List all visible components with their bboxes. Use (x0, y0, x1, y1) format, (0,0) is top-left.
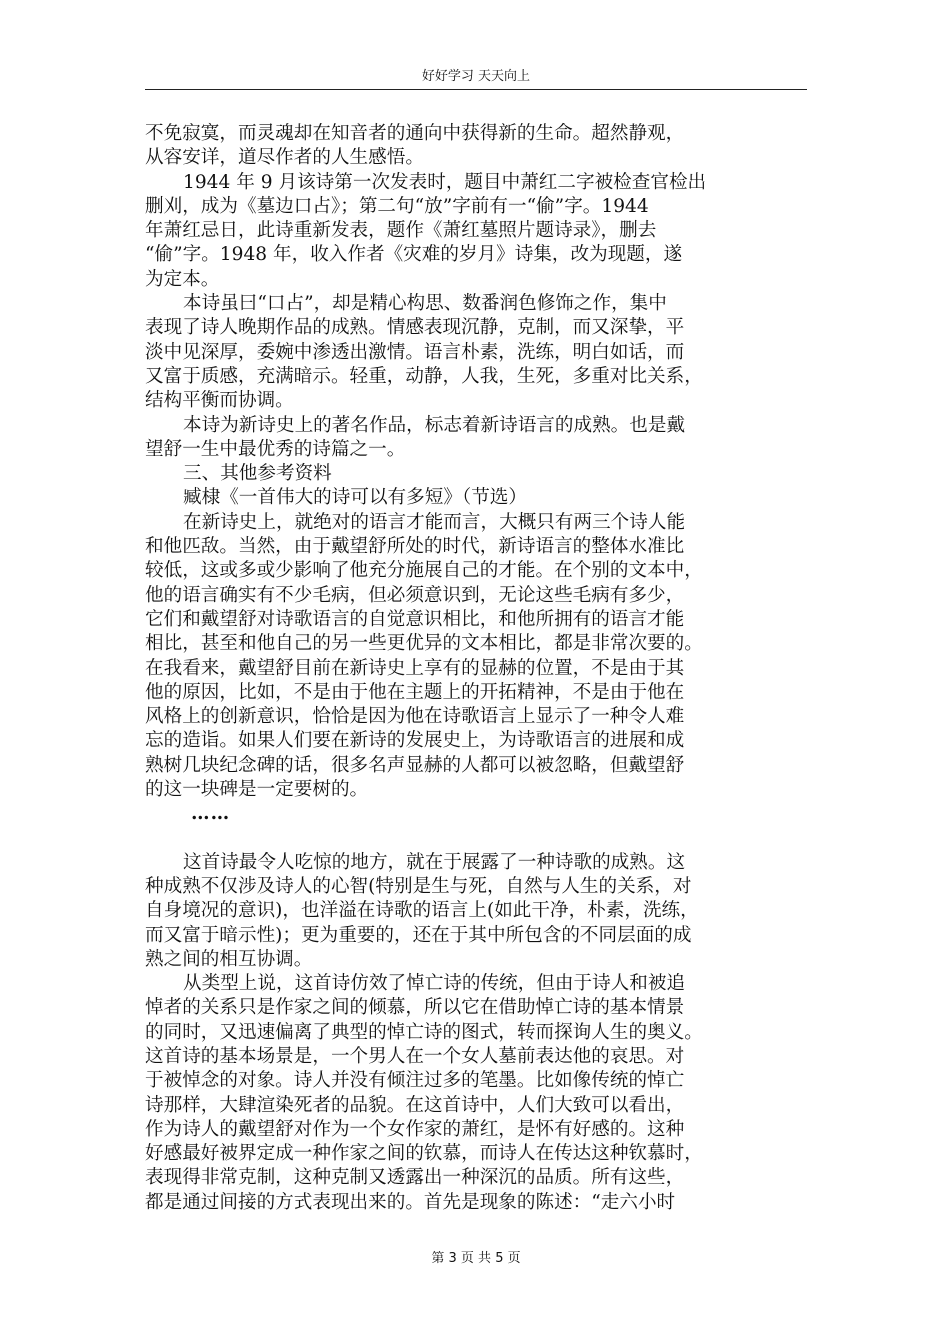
text-line: 删刈，成为《墓边口占》；第二句“放”字前有一“偷”字。1944 (145, 195, 649, 217)
text-line: “偷”字。1948 年，收入作者《灾难的岁月》诗集，改为现题，遂 (145, 244, 683, 266)
document-body (145, 122, 807, 1215)
text-line: 熟之间的相互协调。 (145, 948, 313, 970)
text-line: 在新诗史上，就绝对的语言才能而言，大概只有两三个诗人能 (183, 511, 686, 533)
text-line: 都是通过间接的方式表现出来的。首先是现象的陈述：“走六小时 (145, 1191, 676, 1213)
text-line: 表现了诗人晚期作品的成熟。情感表现沉静，克制，而又深挚，平 (145, 317, 685, 339)
text-line: 作为诗人的戴望舒对作为一个女作家的萧红，是怀有好感的。这种 (145, 1118, 685, 1140)
text-line: 它们和戴望舒对诗歌语言的自觉意识相比，和他所拥有的语言才能 (145, 608, 685, 630)
text-line: 从类型上说，这首诗仿效了悼亡诗的传统，但由于诗人和被追 (183, 973, 686, 995)
text-line: 自身境况的意识)，也洋溢在诗歌的语言上(如此干净，朴素，洗练， (145, 900, 699, 922)
text-line: 他的原因，比如，不是由于他在主题上的开拓精神，不是由于他在 (145, 681, 685, 703)
paragraph-gap (145, 827, 807, 851)
text-line: 悼者的关系只是作家之间的倾慕，所以它在借助悼亡诗的基本情景 (145, 997, 685, 1019)
text-line: 表现得非常克制，这种克制又透露出一种深沉的品质。所有这些， (145, 1167, 685, 1189)
text-line: 结构平衡而协调。 (145, 390, 294, 412)
reference-title: 臧棣《一首伟大的诗可以有多短》（节选） (183, 487, 527, 509)
page-header: 好好学习 天天向上 (421, 69, 531, 84)
ellipsis-marker: …… (191, 803, 231, 825)
text-line: 于被悼念的对象。诗人并没有倾注过多的笔墨。比如像传统的悼亡 (145, 1070, 685, 1092)
text-line: 熟树几块纪念碑的话，很多名声显赫的人都可以被忽略，但戴望舒 (145, 754, 685, 776)
page-footer: 第 3 页 共 5 页 (431, 1251, 521, 1266)
text-line: 和他匹敌。当然，由于戴望舒所处的时代，新诗语言的整体水准比 (145, 536, 685, 558)
text-line: 淡中见深厚，委婉中渗透出激情。语言朴素，洗练，明白如话，而 (145, 341, 685, 363)
text-line: 这首诗的基本场景是，一个男人在一个女人墓前表达他的哀思。对 (145, 1045, 685, 1067)
text-line: 从容安详，道尽作者的人生感悟。 (145, 147, 424, 169)
text-line: 望舒一生中最优秀的诗篇之一。 (145, 438, 406, 460)
text-line: 本诗虽曰“口占”，却是精心构思、数番润色修饰之作，集中 (183, 293, 667, 315)
text-line: 1944 年 9 月该诗第一次发表时，题目中萧红二字被检查官检出 (183, 171, 707, 193)
section-heading: 三、其他参考资料 (183, 463, 332, 485)
text-line: 忘的造诣。如果人们要在新诗的发展史上，为诗歌语言的进展和成 (145, 730, 685, 752)
text-line: 好感最好被界定成一种作家之间的钦慕，而诗人在传达这种钦慕时， (145, 1143, 703, 1165)
text-line: 为定本。 (145, 268, 220, 290)
text-line: 的同时，又迅速偏离了典型的悼亡诗的图式，转而探询人生的奥义。 (145, 1021, 703, 1043)
text-line: 在我看来，戴望舒目前在新诗史上享有的显赫的位置，不是由于其 (145, 657, 685, 679)
text-line: 而又富于暗示性)；更为重要的，还在于其中所包含的不同层面的成 (145, 924, 692, 946)
text-line: 这首诗最令人吃惊的地方，就在于展露了一种诗歌的成熟。这 (183, 851, 686, 873)
header-divider (145, 89, 807, 90)
text-line: 不免寂寞，而灵魂却在知音者的通向中获得新的生命。超然静观， (145, 123, 685, 144)
text-line: 诗那样，大肆渲染死者的品貌。在这首诗中，人们大致可以看出， (145, 1094, 685, 1116)
text-line: 年萧红忌日，此诗重新发表，题作《萧红墓照片题诗录》，删去 (145, 220, 657, 242)
text-line: 的这一块碑是一定要树的。 (145, 779, 369, 801)
text-line: 风格上的创新意识，恰恰是因为他在诗歌语言上显示了一种令人难 (145, 706, 685, 728)
text-line: 种成熟不仅涉及诗人的心智(特别是生与死，自然与人生的关系，对 (145, 875, 692, 897)
text-line: 又富于质感，充满暗示。轻重，动静，人我，生死，多重对比关系， (145, 365, 703, 387)
text-line: 较低，这或多或少影响了他充分施展自己的才能。在个别的文本中， (145, 560, 703, 582)
text-line: 本诗为新诗史上的著名作品，标志着新诗语言的成熟。也是戴 (183, 414, 686, 436)
text-line: 相比，甚至和他自己的另一些更优异的文本相比，都是非常次要的。 (145, 633, 703, 655)
text-line: 他的语言确实有不少毛病，但必须意识到，无论这些毛病有多少， (145, 584, 685, 606)
